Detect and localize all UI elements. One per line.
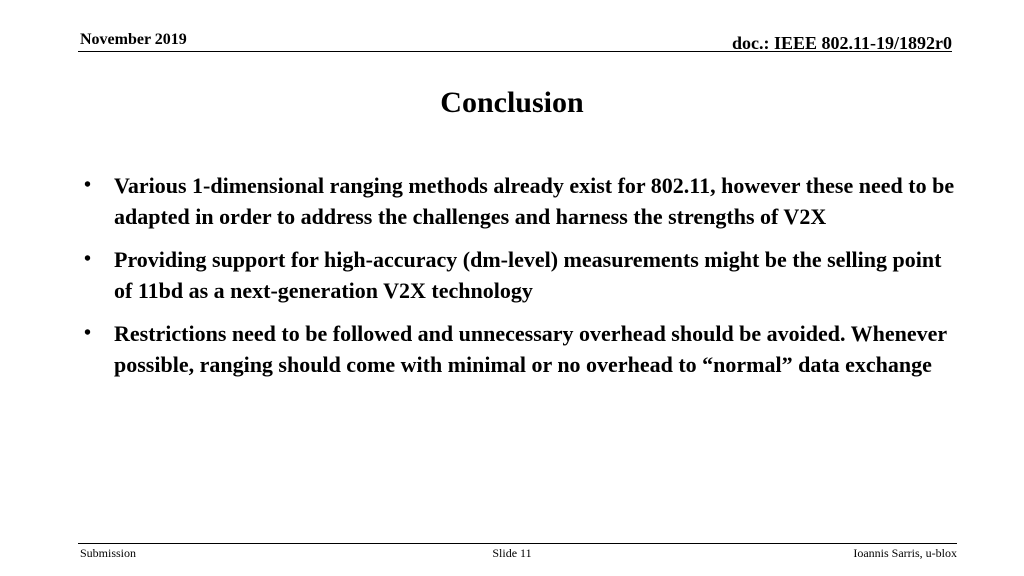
bullet-item [83,244,955,306]
bullet-list [83,170,955,392]
bullet-icon: • [84,322,92,344]
footer-author: Ioannis Sarris, u-blox [853,546,957,560]
bullet-text: Restrictions need to be followed and unnecessary overhead should be avoided. Whenever possible, ranging should come with minimal or no overhead to “normal” data exchange [114,321,947,377]
header-date: November 2019 [80,31,187,48]
bullet-text: Providing support for high-accuracy (dm-level) measurements might be the selling point of 11bd as a next-generation V2X technology [114,247,942,303]
footer-slide-number: Slide 11 [492,546,532,560]
header-divider [78,51,952,52]
bullet-item [83,170,955,232]
bullet-icon: • [84,174,92,196]
footer-submission: Submission [80,546,137,560]
slide-title: Conclusion [440,86,584,119]
bullet-text: Various 1-dimensional ranging methods already exist for 802.11, however these need to be adapted in order to address the challenges and harness the strengths of V2X [114,173,955,229]
header-document-id: doc.: IEEE 802.11-19/1892r0 [731,33,952,53]
footer-divider [78,543,957,544]
bullet-item [83,318,955,380]
bullet-icon: • [84,248,92,270]
